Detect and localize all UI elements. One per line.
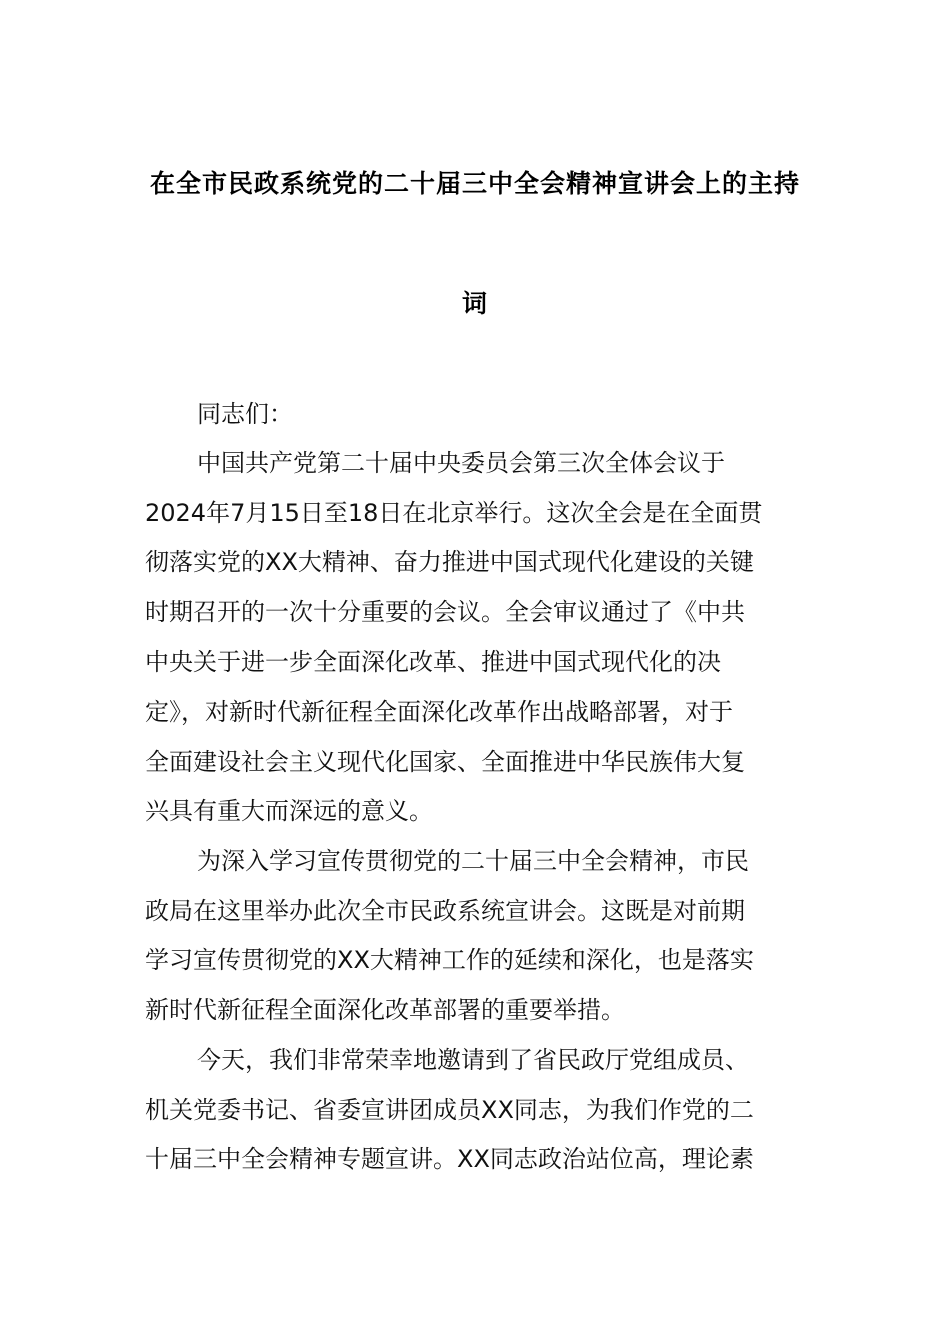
paragraph-3-line-2: 机关党委书记、省委宣讲团成员XX同志，为我们作党的二 [145, 1096, 754, 1124]
paragraph-1-line-7: 全面建设社会主义现代化国家、全面推进中华民族伟大复 [145, 748, 745, 776]
paragraph-2-line-4: 新时代新征程全面深化改革部署的重要举措。 [145, 996, 625, 1024]
document-title-line-1: 在全市民政系统党的二十届三中全会精神宣讲会上的主持 [149, 169, 800, 198]
paragraph-1-line-8: 兴具有重大而深远的意义。 [145, 797, 433, 825]
document-title-line-2: 词 [461, 289, 488, 318]
paragraph-1-line-4: 时期召开的一次十分重要的会议。全会审议通过了《中共 [145, 598, 745, 626]
paragraph-1-line-6: 定》，对新时代新征程全面深化改革作出战略部署，对于 [145, 698, 733, 726]
paragraph-1-line-3: 彻落实党的XX大精神、奋力推进中国式现代化建设的关键 [145, 548, 754, 576]
paragraph-1-line-1: 中国共产党第二十届中央委员会第三次全体会议于 [197, 449, 725, 477]
salutation: 同志们： [197, 400, 293, 428]
paragraph-2-line-3: 学习宣传贯彻党的XX大精神工作的延续和深化，也是落实 [145, 946, 754, 974]
paragraph-3-line-1: 今天，我们非常荣幸地邀请到了省民政厅党组成员、 [197, 1046, 749, 1074]
paragraph-1-line-2: 2024年7月15日至18日在北京举行。这次全会是在全面贯 [145, 499, 763, 527]
paragraph-2-line-1: 为深入学习宣传贯彻党的二十届三中全会精神，市民 [197, 847, 749, 875]
paragraph-2-line-2: 政局在这里举办此次全市民政系统宣讲会。这既是对前期 [145, 897, 745, 925]
paragraph-3-line-3: 十届三中全会精神专题宣讲。XX同志政治站位高，理论素 [145, 1145, 754, 1173]
paragraph-1-line-5: 中央关于进一步全面深化改革、推进中国式现代化的决 [145, 648, 721, 676]
